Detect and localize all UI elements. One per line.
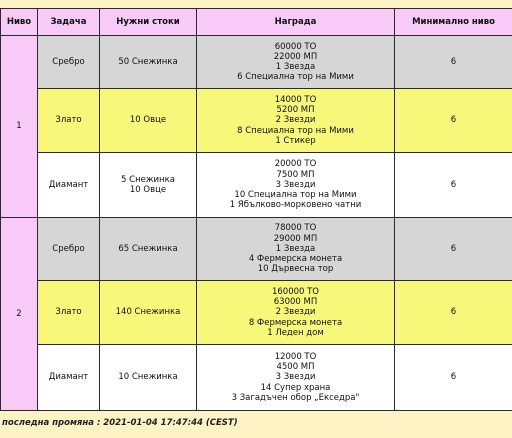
reward-cell: [197, 218, 395, 281]
reward-line: 7500 МП: [276, 169, 315, 180]
header-level: Ниво: [1, 9, 38, 36]
min-level-cell: 6: [395, 153, 512, 218]
goods-cell: [100, 153, 197, 218]
reward-cell: [197, 281, 395, 345]
reward-line: 12000 ТО: [274, 351, 317, 362]
table-row: [1, 36, 512, 89]
reward-cell: [197, 36, 395, 89]
min-level-cell: 6: [395, 281, 512, 345]
min-level-cell: 6: [395, 89, 512, 153]
table-row: [1, 345, 512, 411]
header-min-level: Минимално ниво: [395, 9, 512, 36]
reward-line: 78000 ТО: [274, 223, 317, 234]
reward-line: 1 Леден дом: [267, 327, 324, 338]
header-task: Задача: [38, 9, 100, 36]
reward-line: 1 Звезда: [275, 243, 316, 254]
reward-line: 4 Фермерска монета: [248, 254, 343, 265]
reward-line: 10 Дървесна тор: [257, 264, 334, 275]
min-level-cell: 6: [395, 345, 512, 411]
reward-cell: [197, 89, 395, 153]
goods-line: 10 Снежинка: [118, 372, 178, 383]
header-goods: Нужни стоки: [100, 9, 197, 36]
task-cell: Сребро: [38, 36, 100, 89]
goods-line: 65 Снежинка: [118, 243, 178, 254]
reward-line: 3 Звезди: [275, 372, 316, 383]
level-cell: 2: [1, 218, 38, 411]
goods-cell: [100, 36, 197, 89]
task-cell: Сребро: [38, 218, 100, 281]
reward-line: 5200 МП: [276, 105, 315, 116]
goods-cell: [100, 345, 197, 411]
header-reward: Награда: [197, 9, 395, 36]
reward-line: 8 Специална тор на Мими: [237, 125, 354, 136]
reward-line: 6 Специална тор на Мими: [237, 72, 354, 83]
reward-line: 2 Звезди: [275, 307, 316, 318]
task-cell: Злато: [38, 89, 100, 153]
reward-line: 29000 МП: [273, 233, 318, 244]
goods-line: 5 Снежинка: [121, 174, 175, 185]
reward-line: 1 Звезда: [275, 62, 316, 72]
level-cell: 1: [1, 36, 38, 218]
header-row: [1, 9, 512, 36]
table-row: [1, 281, 512, 345]
task-cell: Диамант: [38, 345, 100, 411]
reward-line: 4500 МП: [276, 362, 315, 373]
goods-line: 10 Овце: [129, 185, 167, 195]
goods-line: 140 Снежинка: [115, 307, 181, 318]
rewards-table: [0, 8, 512, 411]
min-level-cell: 6: [395, 36, 512, 89]
table-row: [1, 218, 512, 281]
reward-line: 160000 ТО: [271, 286, 320, 297]
goods-cell: [100, 89, 197, 153]
task-cell: Злато: [38, 281, 100, 345]
reward-line: 3 Загадъчен обор „Екседра": [231, 392, 360, 403]
reward-line: 63000 МП: [273, 297, 318, 308]
reward-line: 22000 МП: [273, 51, 318, 62]
goods-line: 50 Снежинка: [118, 56, 178, 67]
reward-line: 14 Супер храна: [260, 382, 331, 393]
reward-line: 60000 ТО: [274, 41, 317, 52]
reward-line: 1 Ябълково-морковено чатни: [229, 200, 362, 211]
goods-line: 10 Овце: [129, 115, 167, 126]
reward-cell: [197, 345, 395, 411]
reward-cell: [197, 153, 395, 218]
reward-line: 3 Звезди: [275, 179, 316, 190]
task-cell: Диамант: [38, 153, 100, 218]
reward-line: 1 Стикер: [275, 135, 316, 146]
reward-line: 2 Звезди: [275, 115, 316, 126]
table-row: [1, 153, 512, 218]
goods-cell: [100, 281, 197, 345]
min-level-cell: 6: [395, 218, 512, 281]
last-modified: последна промяна : 2021-01-04 17:47:44 (CEST): [2, 418, 238, 428]
goods-cell: [100, 218, 197, 281]
reward-line: 8 Фермерска монета: [248, 317, 343, 328]
reward-line: 10 Специална тор на Мими: [234, 190, 357, 201]
reward-line: 20000 ТО: [274, 159, 317, 170]
reward-line: 14000 ТО: [274, 94, 317, 105]
table-row: [1, 89, 512, 153]
